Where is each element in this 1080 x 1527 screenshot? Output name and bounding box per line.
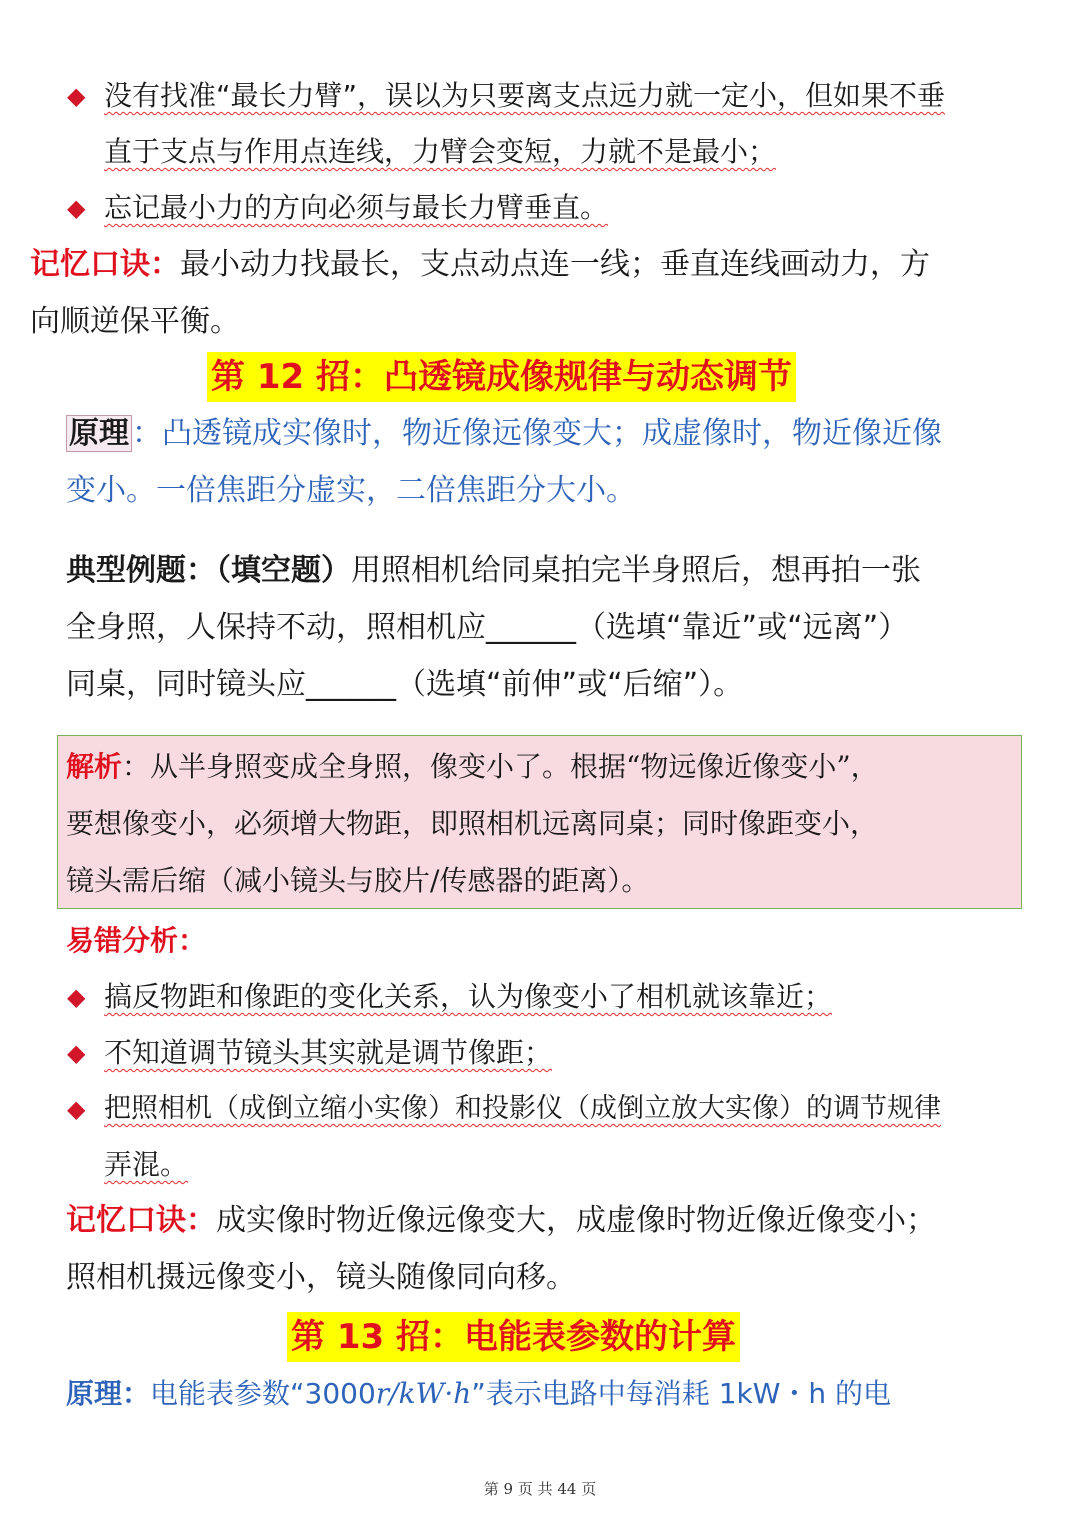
mnemonic-line: [30, 245, 930, 285]
principle-text: ”表示电路中每消耗 1kW・h 的电: [471, 1377, 892, 1410]
principle-formula: r/kW·h: [375, 1377, 472, 1410]
example-text: 同桌，同时镜头应______（选填“前伸”或“后缩”）。: [66, 667, 744, 702]
mistake-text: 把照相机（成倒立缩小实像）和投影仪（成倒立放大实像）的调节规律: [104, 1093, 941, 1124]
mnemonic-label: 记忆口诀：: [30, 247, 180, 282]
diamond-bullet-icon: ◆: [67, 1039, 86, 1067]
analysis-text: 镜头需后缩（减小镜头与胶片/传感器的距离）。: [66, 864, 650, 897]
diamond-bullet-icon: ◆: [67, 1095, 86, 1123]
bullet-text: 直于支点与作用点连线，力臂会变短，力就不是最小；: [104, 135, 777, 168]
mnemonic-text: 成实像时物近像远像变大，成虚像时物近像近像变小；: [216, 1203, 936, 1238]
page-footer: 第 9 页 共 44 页: [483, 1480, 597, 1498]
principle-label: 原理: [66, 415, 132, 452]
analysis-label: 解析: [66, 750, 123, 783]
example-text: 用照相机给同桌拍完半身照后，想再拍一张: [351, 553, 921, 588]
mistake-text: 弄混。: [104, 1148, 189, 1181]
example-line: [66, 551, 921, 591]
principle-line: [66, 414, 942, 454]
example-label: 典型例题：（填空题）: [66, 553, 351, 588]
mnemonic-text: 照相机摄远像变小，镜头随像同向移。: [66, 1260, 576, 1295]
mistakes-label: 易错分析：: [66, 924, 207, 957]
mistake-text: 不知道调节镜头其实就是调节像距；: [104, 1036, 553, 1069]
diamond-bullet-icon: ◆: [67, 194, 86, 222]
mnemonic-text: 最小动力找最长，支点动点连一线；垂直连线画动力，方: [180, 247, 930, 282]
analysis-text: 要想像变小，必须增大物距，即照相机远离同桌；同时像距变小，: [66, 807, 879, 840]
diamond-bullet-icon: ◆: [67, 82, 86, 110]
mnemonic-line: [66, 1201, 936, 1241]
principle-line: [66, 1374, 891, 1414]
principle-text: ：凸透镜成实像时，物近像远像变大；成虚像时，物近像近像: [132, 416, 942, 451]
section-heading: 第 12 招：凸透镜成像规律与动态调节: [207, 352, 796, 402]
analysis-line: [66, 747, 879, 787]
bullet-text: 没有找准“最长力臂”，误以为只要离支点远力就一定小，但如果不垂: [104, 79, 946, 112]
principle-text: 变小。一倍焦距分虚实，二倍焦距分大小。: [66, 473, 636, 508]
bullet-text: 忘记最小力的方向必须与最长力臂垂直。: [104, 191, 609, 224]
mnemonic-label: 记忆口诀：: [66, 1203, 216, 1238]
section-heading: 第 13 招：电能表参数的计算: [287, 1312, 740, 1362]
mistake-text: 搞反物距和像距的变化关系，认为像变小了相机就该靠近；: [104, 980, 833, 1013]
diamond-bullet-icon: ◆: [67, 983, 86, 1011]
principle-label: 原理：: [66, 1377, 151, 1410]
analysis-text: ：从半身照变成全身照，像变小了。根据“物远像近像变小”，: [122, 750, 879, 783]
mnemonic-text: 向顺逆保平衡。: [30, 304, 240, 339]
example-text: 全身照，人保持不动，照相机应______（选填“靠近”或“远离”）: [66, 610, 909, 645]
principle-text: 电能表参数“3000: [150, 1377, 376, 1410]
